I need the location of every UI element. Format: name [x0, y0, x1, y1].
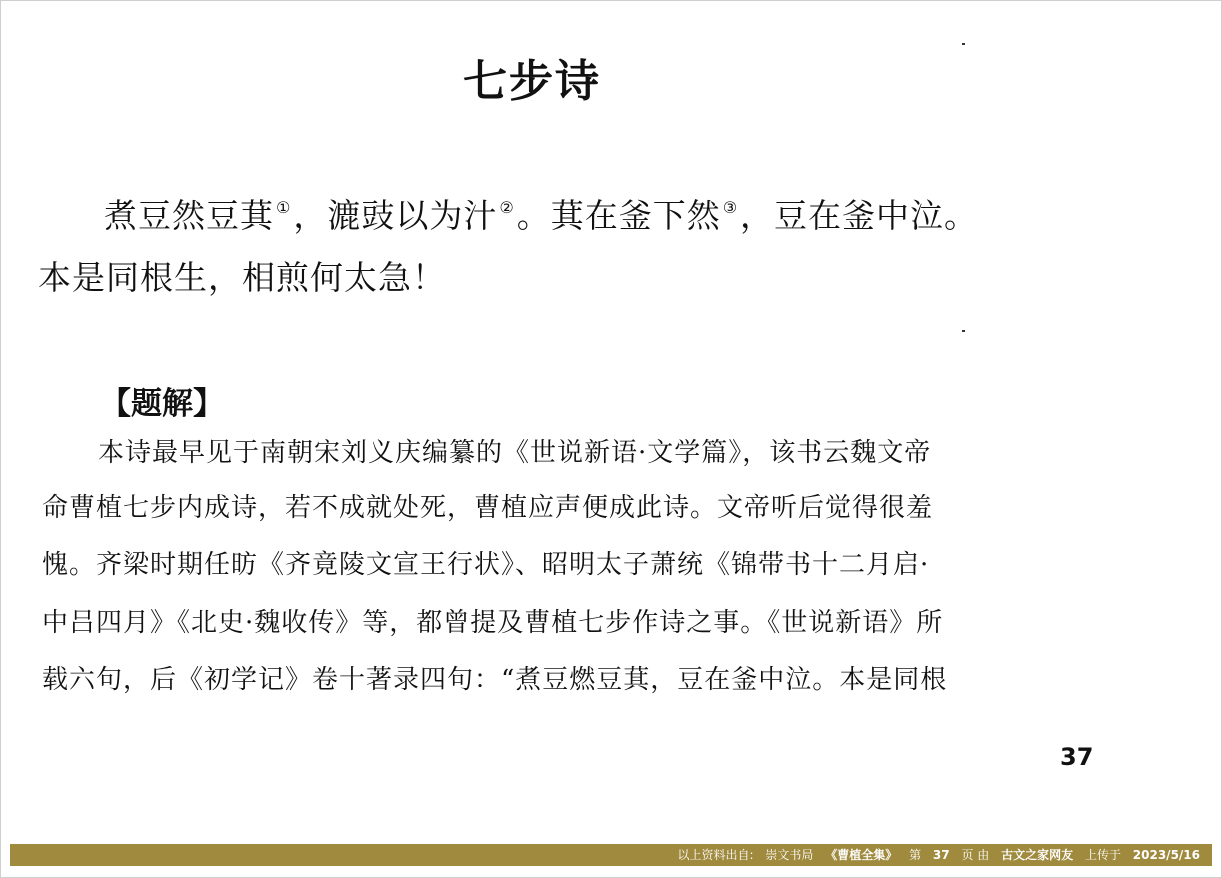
poem-text-segment: 。萁在釜下然: [516, 196, 721, 235]
page-prefix: 第: [909, 848, 922, 862]
footnote-marker-1: ①: [276, 198, 292, 217]
page-number: 37: [1060, 743, 1094, 771]
source-footer-bar: [10, 844, 1212, 866]
publisher-name: 崇文书局: [765, 848, 814, 862]
source-label: 以上资料出自:: [677, 848, 754, 862]
footnote-marker-3: ③: [722, 198, 739, 217]
page-suffix: 页 由: [961, 848, 990, 862]
poem-line-2: 本是同根生，相煎何太急！: [38, 258, 446, 297]
body-paragraph-line: 中吕四月》《北史·魏收传》等，都曾提及曹植七步作诗之事。《世说新语》所: [42, 608, 944, 638]
page-title: 七步诗: [463, 56, 601, 107]
scan-speck: [962, 330, 965, 332]
body-paragraph-line: 愧。齐梁时期任昉《齐竟陵文宣王行状》、昭明太子萧统《锦带书十二月启·: [42, 550, 930, 580]
footer-page-number: 37: [932, 848, 950, 862]
upload-label: 上传于: [1084, 848, 1121, 862]
poem-line-1: [104, 186, 978, 238]
uploader-name: 古文之家网友: [1001, 848, 1074, 862]
body-paragraph-line: 载六句，后《初学记》卷十著录四句：“煮豆燃豆萁，豆在釜中泣。本是同根: [42, 665, 948, 695]
body-paragraph-line: 命曹植七步内成诗，若不成就处死，曹植应声便成此诗。文帝听后觉得很羞: [42, 493, 934, 523]
section-heading: 【题解】: [100, 386, 224, 422]
scan-speck: [962, 43, 965, 45]
footnote-marker-2: ②: [499, 198, 515, 217]
poem-text-segment: ，漉豉以为汁: [293, 196, 498, 235]
poem-text-segment: 煮豆然豆萁: [104, 196, 274, 235]
body-paragraph-line: 本诗最早见于南朝宋刘义庆编纂的《世说新语·文学篇》，该书云魏文帝: [98, 438, 932, 468]
poem-text-segment: ，豆在釜中泣。: [740, 196, 979, 235]
book-title: 《曹植全集》: [825, 848, 898, 862]
source-footer-text: [670, 844, 1201, 866]
upload-date: 2023/5/16: [1132, 848, 1200, 862]
